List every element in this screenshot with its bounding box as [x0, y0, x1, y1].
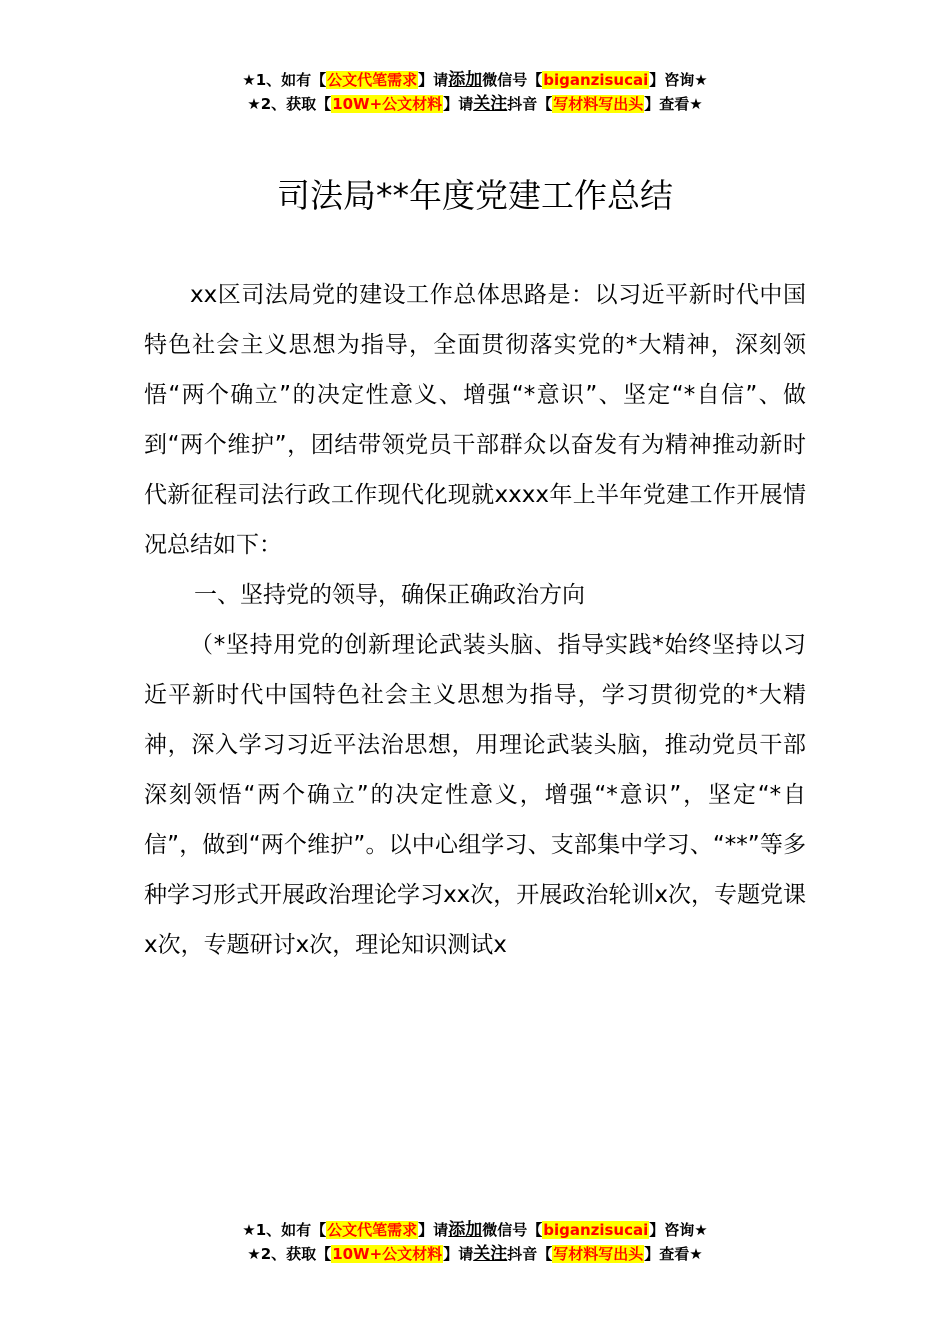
document-title: 司法局**年度党建工作总结 [277, 176, 673, 215]
bottom-banner [0, 1218, 950, 1266]
banner-text: 】请 [443, 1245, 474, 1263]
banner-text: 抖音【 [507, 1245, 553, 1263]
banner-highlight: 公文代笔需求 [327, 1221, 418, 1239]
banner-wechat-id: biganzisucai [543, 1221, 649, 1239]
banner-line-2 [0, 1242, 950, 1266]
banner-text: 抖音【 [507, 95, 553, 113]
banner-text: 】查看★ [644, 1245, 703, 1263]
banner-douyin-id: 写材料写出头 [553, 1245, 644, 1263]
top-banner [0, 68, 950, 116]
banner-underlined: 添加 [448, 1220, 483, 1240]
banner-highlight: 公文代笔需求 [327, 71, 418, 89]
banner-underlined: 关注 [473, 94, 508, 114]
banner-text: 】查看★ [644, 95, 703, 113]
banner-highlight: 10W+公文材料 [332, 1245, 443, 1263]
banner-text: 】请 [418, 1221, 449, 1239]
banner-text: ★2、获取【 [247, 1245, 332, 1263]
banner-underlined: 添加 [448, 70, 483, 90]
banner-text: 】请 [418, 71, 449, 89]
banner-highlight: 10W+公文材料 [332, 95, 443, 113]
banner-line-1 [0, 1218, 950, 1242]
banner-text: ★2、获取【 [247, 95, 332, 113]
banner-line-2 [0, 92, 950, 116]
banner-wechat-id: biganzisucai [543, 71, 649, 89]
paragraph-intro: xx区司法局党的建设工作总体思路是：以习近平新时代中国特色社会主义思想为指导，全面贯彻落实党的*大精神，深刻领悟“两个确立”的决定性意义、增强“*意识”、坚定“*自信”、做到“两个维护”，团结带领党员干部群众以奋发有为精神推动新时代新征程司法行政工作现代化现就xxxx年上半年党建工作开展情况总结如下： [144, 282, 806, 558]
banner-text: 微信号【 [482, 71, 543, 89]
paragraph-section-1: （*坚持用党的创新理论武装头脑、指导实践*始终坚持以习近平新时代中国特色社会主义思想为指导，学习贯彻党的*大精神，深入学习习近平法治思想，用理论武装头脑，推动党员干部深刻领悟“两个确立”的决定性意义，增强“*意识”，坚定“*自信”，做到“两个维护”。以中心组学习、支部集中学习、“**”等多种学习形式开展政治理论学习xx次，开展政治轮训x次，专题党课x次，专题研讨x次，理论知识测试x [144, 632, 806, 958]
banner-douyin-id: 写材料写出头 [553, 95, 644, 113]
banner-text: ★1、如有【 [242, 1221, 327, 1239]
banner-text: 】请 [443, 95, 474, 113]
section-heading-1: 一、坚持党的领导，确保正确政治方向 [194, 582, 585, 608]
banner-underlined: 关注 [473, 1244, 508, 1264]
banner-text: 微信号【 [482, 1221, 543, 1239]
banner-text: ★1、如有【 [242, 71, 327, 89]
banner-text: 】咨询★ [649, 71, 708, 89]
banner-line-1 [0, 68, 950, 92]
document-body [144, 270, 806, 970]
banner-text: 】咨询★ [649, 1221, 708, 1239]
